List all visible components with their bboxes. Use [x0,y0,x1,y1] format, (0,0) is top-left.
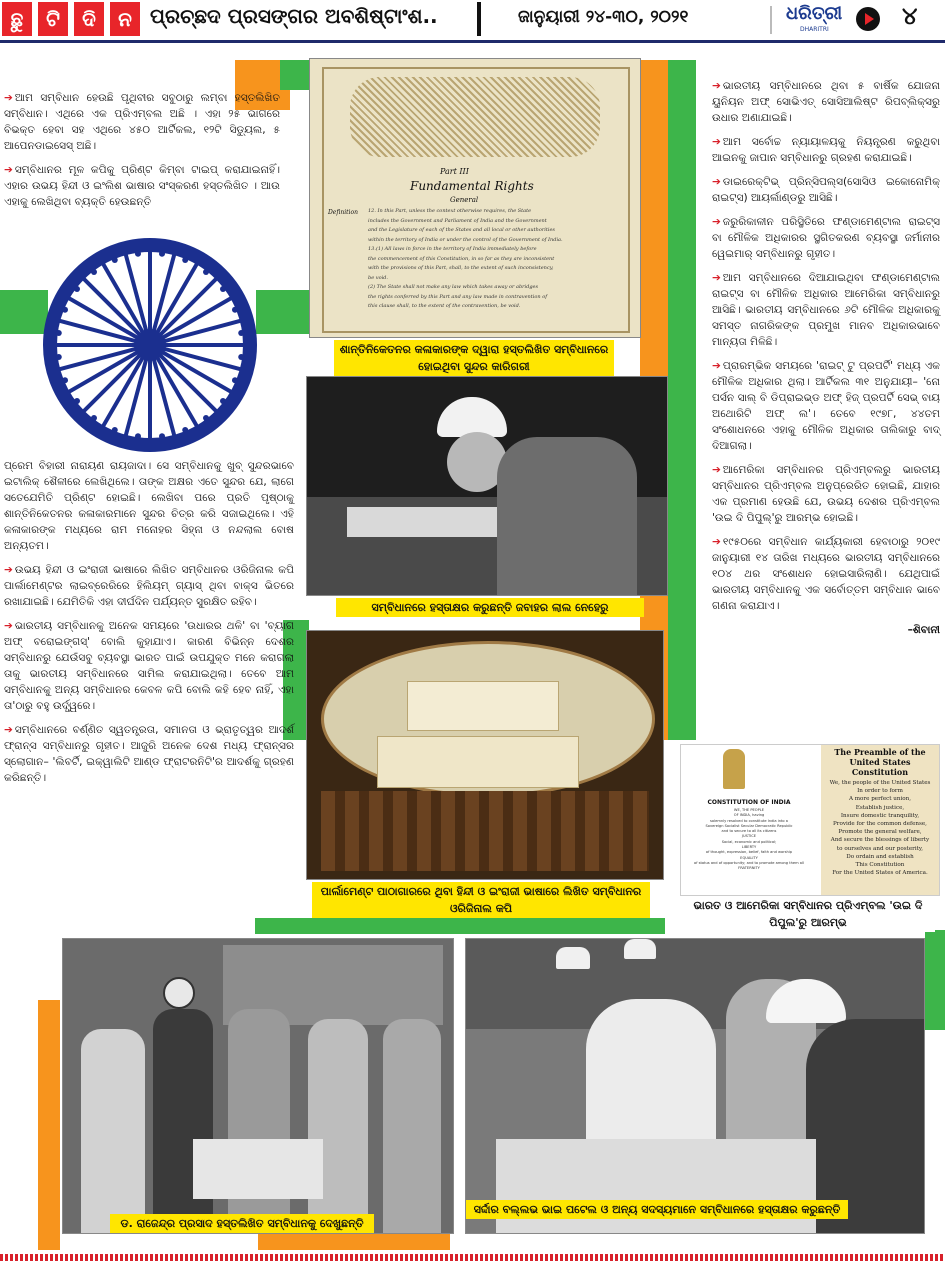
green-band [255,918,665,934]
text-line: Sovereign Socialist Secular Democratic Republic [705,823,793,828]
open-book-lower [377,736,579,788]
caption-rajendra: ଡ. ରାଜେନ୍ଦ୍ର ପ୍ରସାଦ ହସ୍ତଲିଖିତ ସମ୍ବିଧାନକୁ ଦେଖୁଛନ୍ତି [110,1214,374,1233]
logo-letter-1: ଛୁ [2,2,32,36]
chakra-notch [91,415,97,421]
paragraph: ➔ ସମ୍ବିଧାନର ମୂଳ କପିକୁ ପ୍ରିଣ୍ଟ କିମ୍ବା ଟାଇପ୍ କରାଯାଇନାହିଁ। ଏହାର ଉଭୟ ହିନ୍ଦୀ ଓ ଇଂଲିଶ ଭାଷାର ସଂସ୍କରଣ ହସ୍ତଲିଖିତ । ଆଉ ଏହାକୁ ଲେଖିଥିବା ବ୍ୟକ୍ତି ହେଉଛନ୍ତି [4,164,280,208]
logo-letter-2: ଟି [38,2,68,36]
rajendra-prasad-photo [62,938,454,1234]
text-line: this clause shall, to the extent of the contravention, be void. [368,303,521,309]
text-line: the commencement of this Constitution, in so far as they are inconsistent [368,255,555,262]
person-1 [81,1029,145,1233]
text-line: Insure domestic tranquility, [840,812,920,819]
text-line: FRATERNITY [738,866,760,871]
paragraph: ➔ ୧୯୫୦ରେ ସମ୍ବିଧାନ କାର୍ଯ୍ୟକାରୀ ହେବାଠାରୁ ୨୦୧୯ ଜାନୁୟାରୀ ୧୪ ତାରିଖ ମଧ୍ୟରେ ଭାରତୀୟ ସମ୍ବିଧାନରେ ୧୦୪ ଥର ସଂଶୋଧନ ହୋଇସାରିଲାଣି। ଯେଥିପାଇଁ ଭାରତୀୟ ସମ୍ବିଧାନକୁ ଏକ ସର୍ବୋତ୍ତମ ସମ୍ବିଧାନ ଭାବେ ଗଣନା କରାଯାଏ। [712,536,940,612]
library-display-photo [306,630,664,880]
paragraph: ➔ ଉଭୟ ହିନ୍ଦୀ ଓ ଇଂରାଜୀ ଭାଷାରେ ଲିଖିତ ସମ୍ବିଧାନର ଓରିଜିନାଲ କପି ପାର୍ଲାମେଣ୍ଟର ଲାଇବ୍ରେରିରେ ହିଲିୟମ୍ ଗ୍ୟାସ୍ ଥିବା ବାକ୍ସ ଭିତରେ ରଖାଯାଇଛି। ଯେମିତିକି ଏହା ଦୀର୍ଘଦିନ ପର୍ଯ୍ୟନ୍ତ ସୁରକ୍ଷିତ ରହିବ। [4,564,294,608]
chakra-notch [135,251,141,257]
manuscript-margin-note: Definition [328,209,358,216]
chakra-notch [112,257,118,263]
byline: –ଶିବାନୀ [907,624,940,636]
chakra-notch [232,377,238,383]
chakra-notch [74,398,80,404]
person-3 [228,1009,290,1233]
chakra-notch [135,433,141,439]
constitution-book [193,1139,323,1199]
india-preamble-text [685,808,813,872]
gandhi-cap [556,947,590,969]
left-column-top [4,90,280,218]
bottom-border [0,1254,945,1261]
manuscript-sub: General [450,196,479,204]
chakra-notch [56,354,62,360]
patel-signing-photo [465,938,925,1234]
paragraph: ➔ ସମ୍ବିଧାନରେ ବର୍ଣ୍ଣିତ ସ୍ୱତନ୍ତ୍ରତା, ସମାନତା ଓ ଭ୍ରାତୃତ୍ୱର ଆଦର୍ଶ ଫ୍ରାନ୍ସ ସମ୍ବିଧାନରୁ ଗୃହୀତ। ଆଜୁରି ଅନେକ ଦେଶ ମଧ୍ୟ ଫ୍ରାନ୍ସର ସ୍ଲୋଗାନ– 'ଲିବର୍ଟି, ଇକ୍ୱାଲିଟି ଆଣ୍ଡ ଫ୍ରାଟରନିଟି'ର ଆଦର୍ଶକୁ ଗ୍ରହଣ କରିଛନ୍ତି। [4,724,294,784]
manuscript-photo [309,58,641,338]
text-line: with the provisions of this Part, shall, to the extent of such inconsistency, [368,265,554,271]
chakra-notch [159,251,165,257]
us-preamble-panel [821,745,939,895]
chakra-notch [220,398,226,404]
text-line: within the territory of India or under the control of the Government of India. [368,236,563,243]
text-line: Establish justice, [855,804,905,811]
paragraph: ➔ ଆମ ସମ୍ବିଧାନ ହେଉଛି ପୃଥିବୀର ସବୁଠାରୁ ଲମ୍ବା ହସ୍ତଲିଖିତ ସମ୍ବିଧାନ। ଏଥିରେ ଏକ ପ୍ରିଏମ୍ବଲ ଅଛି । ଏହା ୨୫ ଭାଗରେ ବିଭକ୍ତ ହେବା ସହ ଏଥିରେ ୪୫୦ ଆର୍ଟିକଲ, ୧୨ଟି ସିଡ୍ୟୁଲ, ୫ ଆପେନଡାଇସେସ୍ ଅଛି। [4,92,280,152]
chakra-notch [62,307,68,313]
open-book-upper [407,681,559,731]
text-line: In order to form [857,788,903,795]
text-line: This Constitution [855,862,905,869]
chakra-notch [203,269,209,275]
manuscript-heading: Fundamental Rights [410,179,534,193]
person-5 [383,1019,441,1233]
text-line: Promote the general welfare, [838,829,922,836]
logo-letter-4: ନ [110,2,140,36]
text-line: LIBERTY [741,845,757,850]
section-title: ପ୍ରଚ୍ଛଦ ପ୍ରସଙ୍ଗର ଅବଶିଷ୍ଟାଂଶ.. [150,4,438,28]
paragraph: ➔ ଡାଇରେକ୍ଟିଭ୍ ପ୍ରିନ୍ସିପଲ୍ସ(ସୋସିଓ ଇକୋନୋମିକ୍ ରାଇଟ୍ସ) ଆୟର୍ଲାଣ୍ଡରୁ ଆସିଛି। [712,176,940,204]
text-line: the rights conferred by this Part and any law made in contravention of [368,293,548,300]
caption-library: ପାର୍ଲାମେଣ୍ଟ ପାଠାଗାରରେ ଥିବା ହିନ୍ଦୀ ଓ ଇଂରାଜୀ ଭାଷାରେ ଲିଖିତ ସମ୍ବିଧାନର ଓରିଜିନାଲ କପି [312,882,650,918]
left-column-bottom [4,458,294,794]
page-header [0,0,945,43]
green-stripe-edge [925,930,945,1030]
manuscript-part: Part III [440,167,469,176]
page-number: ୪ [902,2,918,30]
text-line: and the Legislature of each of the States and all local or other authorities [368,227,555,233]
paragraph: ➔ ଆମ ସମ୍ବିଧାନରେ ଦିଆଯାଇଥିବା ଫଣ୍ଡାମେଣ୍ଟାଲ ରାଇଟ୍ସ ବା ମୌଳିକ ଅଧିକାର ଆମେରିକା ସମ୍ବିଧାନରୁ ଆସିଛି। ଭାରତୀୟ ସମ୍ବିଧାନରେ ୬ଟି ମୌଳିକ ଅଧିକାରକୁ ସମସ୍ତ ନାଗରିକଙ୍କ ପ୍ରମୁଖ ମାନବ ଅଧିକାରଭାବେ ମାନ୍ୟତା ମିଳିଛି। [712,272,940,348]
patel-figure [586,999,716,1149]
text-line: For the United States of America. [832,870,928,877]
text-line: (2) The State shall not make any law which takes away or abridges [368,284,539,290]
chakra-notch [56,330,62,336]
text-line: OF INDIA, having [733,813,765,818]
person-4 [308,1019,368,1233]
text-line: JUSTICE [741,834,756,839]
chakra-notch [220,286,226,292]
paragraph: ➔ ଆମ ସର୍ବୋଚ୍ଚ ନ୍ୟାୟାଳୟକୁ ନିୟନ୍ତ୍ରଣ କରୁଥିବା ଆଇନକୁ ଜାପାନ ସମ୍ବିଧାନରୁ ଗ୍ରହଣ କରାଯାଇଛି। [712,136,940,164]
chakra-notch [159,433,165,439]
chakra-notch [112,427,118,433]
text-line: We, the people of the United States [829,780,931,786]
text-line: 13.(1) All laws in force in the territory of India immediately before [368,246,537,252]
text-line: A more perfect union, [848,796,912,803]
saffron-stripe-bottom [38,1000,60,1250]
india-preamble-title: CONSTITUTION OF INDIA [707,799,791,806]
preambles-image [680,744,940,896]
chakra-notch [238,330,244,336]
jacket [497,437,637,595]
chakra-notch [232,307,238,313]
manuscript-text [368,207,618,312]
right-column [712,78,940,638]
chakra-notch [91,269,97,275]
chakra-notch [203,415,209,421]
text-line: to ourselves and our posterity, [836,845,924,852]
text-line: Do ordain and establish [846,853,914,860]
text-line: Social, economic and political; [721,839,777,844]
chakra-notch [238,354,244,360]
clock-icon [163,977,195,1009]
gandhi-cap [624,939,656,959]
green-stripe-right [668,60,696,740]
chakra-notch [182,257,188,263]
play-icon [856,7,880,31]
text-line: EQUALITY [740,855,758,860]
nehru-signing-photo [306,376,668,596]
emblem-icon [723,749,745,789]
text-line: and to secure to all its citizens [721,829,777,834]
chakra-notch [62,377,68,383]
caption-manuscript: ଶାନ୍ତିନିକେତନର କଳାକାରଙ୍କ ଦ୍ୱାରା ହସ୍ତଲିଖିତ ସମ୍ବିଧାନରେ ହୋଇଥିବା ସୁନ୍ଦର କାରିଗରୀ [334,340,614,376]
text-line: of thought, expression, belief, faith and worship [705,850,793,855]
green-stripe-mid [256,290,310,334]
chakra-hub [134,329,166,361]
caption-preambles: ଭାରତ ଓ ଆମେରିକା ସମ୍ବିଧାନର ପ୍ରିଏମ୍ବଲ 'ଉଇ ଦି ପିପୁଲ'ରୁ ଆରମ୍ଭ [681,896,935,932]
wooden-stand [321,791,649,871]
header-divider [477,2,481,36]
issue-date: ଜାନୁୟାରୀ ୨୪-୩୦, ୨୦୨୧ [518,7,689,27]
text-line: Provide for the common defense, [833,821,927,828]
us-preamble-text [821,779,939,877]
green-stripe-top [280,60,310,90]
caption-patel: ସର୍ଦ୍ଦାର ବଲ୍ଲଭ ଭାଇ ପଟେଲ ଓ ଅନ୍ୟ ସଦସ୍ୟମାନେ ସମ୍ବିଧାନରେ ହସ୍ତାକ୍ଷର କରୁଛନ୍ତି [466,1200,848,1219]
caption-nehru: ସମ୍ବିଧାନରେ ହସ୍ତାକ୍ଷର କରୁଛନ୍ତି ଜବାହର ଲାଲ ନେହେରୁ [336,598,644,617]
text-line: solemnly resolved to constitute India into a [710,818,788,823]
text-line: of status and of opportunity; and to promote among them all [694,860,804,865]
paragraph: ➔ ଜରୁରିକାଳୀନ ପରିସ୍ଥିତିରେ ଫଣ୍ଡାମେଣ୍ଟାଲ ରାଇଟ୍ସ ବା ମୌଳିକ ଅଧିକାରର ସ୍ଥଗିତକରଣ ବ୍ୟବସ୍ଥା ଜର୍ମାନୀର ୱେଇମାର୍ ସମ୍ବିଧାନରୁ ଗୃହୀତ। [712,216,940,260]
paragraph: ➔ ଭାରତୀୟ ସମ୍ବିଧାନକୁ ଅନେକ ସମୟରେ 'ଉଧାରର ଥଳି' ବା 'ବ୍ୟାଗ ଅଫ୍ ବରୋଇଙ୍ଗସ୍' ବୋଲି କୁହାଯାଏ। କାରଣ ବିଭିନ୍ନ ଦେଶର ସମ୍ବିଧାନରୁ ଯେଉଁସବୁ ବ୍ୟବସ୍ଥା ଭାରତ ପାଇଁ ଉପଯୁକ୍ତ ମନେ କରାଗଲା ତାକୁ ଭାରତୀୟ ସମ୍ବିଧାନରେ ସାମିଲ କରାଯାଇଥିଲା। ତେବେ ଆମ ସମ୍ବିଧାନକୁ ଅନ୍ୟ ସମ୍ବିଧାନର କେବଳ କପି ବୋଲି କହି ହେବ ନାହିଁ, ଏହା ତା'ଠାରୁ ବହୁ ଉର୍ଦ୍ଧ୍ୱରେ। [4,620,294,712]
paragraph: ➔ ପ୍ରାରମ୍ଭିକ ସମୟରେ 'ରାଇଟ୍ ଟୁ ପ୍ରପର୍ଟି' ମଧ୍ୟ ଏକ ମୌଳିକ ଅଧିକାର ଥିଲା। ଆର୍ଟିକଲ ୩୧ ଅନୁଯାୟୀ– 'ନୋ ପର୍ସନ ସାଲ୍ ବି ଡିପ୍ରାଇଭ୍ଡ ଅଫ୍ ହିଜ୍ ପ୍ରପର୍ଟି ସେଭ୍ ବାୟ ଅଥୋରିଟି ଅଫ୍ ଲ'। ତେବେ ୧୯୭୮, ୪୪ତମ ସଂଶୋଧନରେ ଏହାକୁ ମୌଳିକ ଅଧିକାର ତାଲିକାରୁ ବାଦ୍ ଦିଆଗଲା। [712,360,940,452]
text-line: includes the Government and Parliament of India and the Government [368,217,547,224]
text-line: WE, THE PEOPLE [733,808,765,812]
us-preamble-title: The Preamble of the United States Constitution [834,747,926,777]
text-line: And secure the blessings of liberty [830,837,930,844]
logo-letter-3: ଦି [74,2,104,36]
ornament-illustration [350,77,600,157]
text-line: be void. [368,274,388,281]
header-divider-2 [770,6,772,34]
text-line: 12. In this Part, unless the context otherwise requires, the State [368,208,532,214]
paragraph: ➔ ଆମେରିକା ସମ୍ବିଧାନର ପ୍ରିଏମ୍ବଲରୁ ଭାରତୀୟ ସମ୍ବିଧାନର ପ୍ରିଏମ୍ବଲ ଅନୁପ୍ରେରିତ ହୋଇଛି, ଯାହାର ଏକ ପ୍ରମାଣ ହେଉଛି ଯେ, ଉଭୟ ଦେଶର ପ୍ରିଏମ୍ବଲ 'ଉଇ ଦି ପିପୁଲ୍'ରୁ ଆରମ୍ଭ ହୋଇଛି। [712,464,940,524]
saffron-band-bottom [258,1232,450,1250]
brand-sublabel: DHARITRI [800,26,829,33]
gandhi-cap [437,397,507,437]
chakra-notch [74,286,80,292]
chakra-notch [182,427,188,433]
paragraph: ପ୍ରେମ ବିହାରୀ ନାରାୟଣ ରାୟଜାଦା। ସେ ସମ୍ବିଧାନକୁ ଖୁବ୍ ସୁନ୍ଦରଭାବେ ଇଟାଲିକ୍ ଶୈଳୀରେ ଲେଖିଥିଲେ। ତାଙ୍କ ଅକ୍ଷର ଏତେ ସୁନ୍ଦର ଯେ, ଲାଗେ ସତେଯେମିତି ପ୍ରିଣ୍ଟ ହୋଇଛି। ଲେଖିବା ପରେ ପ୍ରତି ପୃଷ୍ଠାକୁ ଶାନ୍ତିନିକେତନର କଳାକାରମାନେ ସୁନ୍ଦର ଚିତ୍ର କରି ସଜାଇଥିଲେ। ଏହି କଳାକାରଙ୍କ ମଧ୍ୟରେ ରାମ ମନୋହର ସିହ୍ନା ଓ ନନ୍ଦଲାଲ ବୋଷ ଅନ୍ୟତମ। [4,460,294,552]
paragraph: ➔ ଭାରତୀୟ ସମ୍ବିଧାନରେ ଥିବା ୫ ବାର୍ଷିକ ଯୋଜନା ୟୁନିୟନ ଅଫ୍ ସୋଭିଏତ୍ ସୋସିଆଲିଷ୍ଟ ରିପବ୍ଲିକ୍ସରୁ ଉଧାର ଅଣାଯାଇଛି। [712,80,940,124]
person-2 [153,1009,213,1233]
ashoka-chakra-icon [40,235,260,455]
brand-logo: ଧରିତ୍ରୀ [786,3,843,24]
